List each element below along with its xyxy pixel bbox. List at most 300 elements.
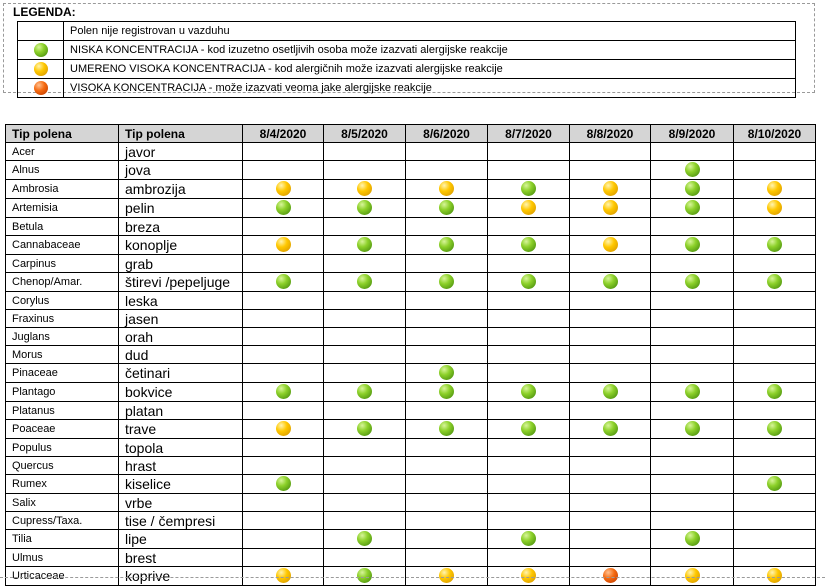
yellow-dot-icon: [521, 200, 536, 215]
concentration-cell: [570, 273, 651, 292]
concentration-cell: [734, 180, 816, 199]
concentration-cell: [734, 530, 816, 549]
green-dot-icon: [439, 365, 454, 380]
concentration-cell: [406, 549, 488, 567]
legend-row: [18, 41, 796, 60]
concentration-cell: [488, 328, 570, 346]
yellow-dot-icon: [276, 568, 291, 583]
green-dot-icon: [276, 384, 291, 399]
concentration-cell: [651, 255, 734, 273]
concentration-cell: [243, 346, 324, 364]
header-date: 8/9/2020: [651, 125, 734, 143]
concentration-cell: [406, 402, 488, 420]
table-row: [6, 457, 816, 475]
header-date: 8/10/2020: [734, 125, 816, 143]
concentration-cell: [324, 328, 406, 346]
concentration-cell: [243, 439, 324, 457]
yellow-dot-icon: [34, 62, 48, 76]
concentration-cell: [488, 439, 570, 457]
pollen-local-name: brest: [119, 549, 243, 567]
concentration-cell: [570, 364, 651, 383]
pollen-local-name: hrast: [119, 457, 243, 475]
green-dot-icon: [685, 237, 700, 252]
table-row: [6, 420, 816, 439]
concentration-cell: [406, 310, 488, 328]
bottom-divider: [0, 577, 825, 578]
concentration-cell: [651, 199, 734, 218]
concentration-cell: [243, 292, 324, 310]
concentration-cell: [570, 549, 651, 567]
concentration-cell: [406, 292, 488, 310]
header-date: 8/4/2020: [243, 125, 324, 143]
green-dot-icon: [767, 274, 782, 289]
table-row: [6, 549, 816, 567]
concentration-cell: [734, 420, 816, 439]
green-dot-icon: [521, 384, 536, 399]
concentration-cell: [406, 255, 488, 273]
concentration-cell: [406, 383, 488, 402]
pollen-local-name: platan: [119, 402, 243, 420]
pollen-local-name: breza: [119, 218, 243, 236]
legend-symbol: [18, 22, 64, 41]
concentration-cell: [488, 530, 570, 549]
header-date: 8/5/2020: [324, 125, 406, 143]
concentration-cell: [651, 439, 734, 457]
concentration-cell: [488, 457, 570, 475]
concentration-cell: [488, 199, 570, 218]
green-dot-icon: [685, 531, 700, 546]
concentration-cell: [488, 549, 570, 567]
legend-text: NISKA KONCENTRACIJA - kod izuzetno osetljivih osoba može izazvati alergijske reakcije: [64, 41, 796, 60]
concentration-cell: [488, 567, 570, 586]
table-row: [6, 273, 816, 292]
concentration-cell: [324, 402, 406, 420]
concentration-cell: [651, 567, 734, 586]
legend-row: [18, 79, 796, 98]
concentration-cell: [406, 494, 488, 512]
concentration-cell: [570, 494, 651, 512]
header-local-name: Tip polena: [119, 125, 243, 143]
header-date: 8/7/2020: [488, 125, 570, 143]
concentration-cell: [734, 364, 816, 383]
concentration-cell: [243, 236, 324, 255]
green-dot-icon: [603, 384, 618, 399]
concentration-cell: [324, 180, 406, 199]
yellow-dot-icon: [767, 181, 782, 196]
yellow-dot-icon: [767, 568, 782, 583]
pollen-local-name: ambrozija: [119, 180, 243, 199]
pollen-latin-name: Cannabaceae: [6, 236, 119, 255]
concentration-cell: [488, 494, 570, 512]
concentration-cell: [570, 161, 651, 180]
pollen-latin-name: Carpinus: [6, 255, 119, 273]
concentration-cell: [651, 364, 734, 383]
header-latin-name: Tip polena: [6, 125, 119, 143]
green-dot-icon: [439, 421, 454, 436]
concentration-cell: [570, 199, 651, 218]
pollen-latin-name: Acer: [6, 143, 119, 161]
green-dot-icon: [439, 200, 454, 215]
concentration-cell: [570, 292, 651, 310]
yellow-dot-icon: [439, 568, 454, 583]
concentration-cell: [406, 457, 488, 475]
concentration-cell: [406, 475, 488, 494]
pollen-local-name: tise / čempresi: [119, 512, 243, 530]
concentration-cell: [243, 512, 324, 530]
concentration-cell: [734, 255, 816, 273]
table-row: [6, 494, 816, 512]
concentration-cell: [488, 364, 570, 383]
green-dot-icon: [521, 421, 536, 436]
green-dot-icon: [603, 274, 618, 289]
green-dot-icon: [439, 237, 454, 252]
table-row: [6, 199, 816, 218]
pollen-local-name: koprive: [119, 567, 243, 586]
concentration-cell: [651, 549, 734, 567]
concentration-cell: [406, 180, 488, 199]
header-date: 8/6/2020: [406, 125, 488, 143]
concentration-cell: [243, 255, 324, 273]
concentration-cell: [651, 143, 734, 161]
legend-box: [3, 3, 815, 93]
pollen-latin-name: Populus: [6, 439, 119, 457]
concentration-cell: [570, 475, 651, 494]
table-row: [6, 402, 816, 420]
legend-symbol: [18, 41, 64, 60]
concentration-cell: [651, 180, 734, 199]
pollen-latin-name: Chenop/Amar.: [6, 273, 119, 292]
table-row: [6, 236, 816, 255]
concentration-cell: [243, 310, 324, 328]
concentration-cell: [651, 383, 734, 402]
concentration-cell: [488, 218, 570, 236]
yellow-dot-icon: [603, 200, 618, 215]
green-dot-icon: [767, 384, 782, 399]
table-row: [6, 255, 816, 273]
concentration-cell: [406, 420, 488, 439]
concentration-cell: [488, 346, 570, 364]
concentration-cell: [243, 273, 324, 292]
header-date: 8/8/2020: [570, 125, 651, 143]
pollen-table: [5, 124, 816, 586]
table-row: [6, 364, 816, 383]
green-dot-icon: [603, 421, 618, 436]
concentration-cell: [488, 475, 570, 494]
yellow-dot-icon: [357, 181, 372, 196]
concentration-cell: [324, 549, 406, 567]
green-dot-icon: [521, 237, 536, 252]
green-dot-icon: [357, 237, 372, 252]
yellow-dot-icon: [767, 200, 782, 215]
pollen-latin-name: Urticaceae: [6, 567, 119, 586]
concentration-cell: [324, 494, 406, 512]
green-dot-icon: [276, 274, 291, 289]
pollen-local-name: dud: [119, 346, 243, 364]
concentration-cell: [651, 310, 734, 328]
green-dot-icon: [685, 200, 700, 215]
concentration-cell: [734, 310, 816, 328]
concentration-cell: [488, 255, 570, 273]
concentration-cell: [651, 218, 734, 236]
concentration-cell: [406, 161, 488, 180]
yellow-dot-icon: [685, 568, 700, 583]
concentration-cell: [243, 457, 324, 475]
legend-text: UMERENO VISOKA KONCENTRACIJA - kod alergičnih može izazvati alergijske reakcije: [64, 60, 796, 79]
concentration-cell: [651, 161, 734, 180]
concentration-cell: [406, 143, 488, 161]
orange-dot-icon: [603, 568, 618, 583]
concentration-cell: [651, 402, 734, 420]
concentration-cell: [651, 420, 734, 439]
yellow-dot-icon: [439, 181, 454, 196]
concentration-cell: [324, 420, 406, 439]
table-row: [6, 512, 816, 530]
green-dot-icon: [357, 421, 372, 436]
pollen-local-name: orah: [119, 328, 243, 346]
pollen-latin-name: Platanus: [6, 402, 119, 420]
concentration-cell: [324, 346, 406, 364]
pollen-latin-name: Ambrosia: [6, 180, 119, 199]
concentration-cell: [734, 273, 816, 292]
concentration-cell: [324, 218, 406, 236]
concentration-cell: [734, 328, 816, 346]
table-row: [6, 475, 816, 494]
green-dot-icon: [767, 237, 782, 252]
table-row: [6, 383, 816, 402]
table-row: [6, 439, 816, 457]
concentration-cell: [243, 549, 324, 567]
concentration-cell: [651, 346, 734, 364]
orange-dot-icon: [34, 81, 48, 95]
pollen-local-name: konoplje: [119, 236, 243, 255]
concentration-cell: [488, 292, 570, 310]
green-dot-icon: [439, 274, 454, 289]
concentration-cell: [488, 180, 570, 199]
pollen-latin-name: Betula: [6, 218, 119, 236]
concentration-cell: [406, 439, 488, 457]
concentration-cell: [243, 161, 324, 180]
green-dot-icon: [276, 476, 291, 491]
concentration-cell: [488, 402, 570, 420]
concentration-cell: [570, 143, 651, 161]
concentration-cell: [243, 475, 324, 494]
green-dot-icon: [521, 181, 536, 196]
pollen-local-name: bokvice: [119, 383, 243, 402]
green-dot-icon: [34, 43, 48, 57]
legend-title: LEGENDA:: [13, 5, 76, 19]
concentration-cell: [734, 161, 816, 180]
pollen-latin-name: Salix: [6, 494, 119, 512]
green-dot-icon: [685, 274, 700, 289]
concentration-cell: [324, 310, 406, 328]
pollen-local-name: javor: [119, 143, 243, 161]
concentration-cell: [243, 402, 324, 420]
pollen-local-name: štirevi /pepeljuge: [119, 273, 243, 292]
concentration-cell: [570, 180, 651, 199]
pollen-local-name: vrbe: [119, 494, 243, 512]
concentration-cell: [243, 180, 324, 199]
legend-text: VISOKA KONCENTRACIJA - može izazvati veoma jake alergijske reakcije: [64, 79, 796, 98]
concentration-cell: [734, 567, 816, 586]
concentration-cell: [734, 512, 816, 530]
yellow-dot-icon: [276, 421, 291, 436]
table-row: [6, 180, 816, 199]
concentration-cell: [243, 567, 324, 586]
concentration-cell: [243, 530, 324, 549]
concentration-cell: [734, 199, 816, 218]
concentration-cell: [324, 512, 406, 530]
yellow-dot-icon: [603, 181, 618, 196]
concentration-cell: [243, 420, 324, 439]
concentration-cell: [488, 236, 570, 255]
pollen-latin-name: Juglans: [6, 328, 119, 346]
green-dot-icon: [521, 274, 536, 289]
table-row: [6, 218, 816, 236]
concentration-cell: [324, 475, 406, 494]
pollen-latin-name: Artemisia: [6, 199, 119, 218]
concentration-cell: [570, 328, 651, 346]
green-dot-icon: [357, 531, 372, 546]
concentration-cell: [570, 457, 651, 475]
pollen-local-name: lipe: [119, 530, 243, 549]
concentration-cell: [734, 439, 816, 457]
concentration-cell: [324, 364, 406, 383]
pollen-local-name: četinari: [119, 364, 243, 383]
concentration-cell: [243, 494, 324, 512]
concentration-cell: [324, 273, 406, 292]
table-row: [6, 310, 816, 328]
concentration-cell: [570, 567, 651, 586]
green-dot-icon: [521, 531, 536, 546]
pollen-latin-name: Quercus: [6, 457, 119, 475]
concentration-cell: [734, 383, 816, 402]
concentration-cell: [243, 364, 324, 383]
green-dot-icon: [439, 384, 454, 399]
concentration-cell: [570, 512, 651, 530]
concentration-cell: [734, 218, 816, 236]
concentration-cell: [406, 218, 488, 236]
concentration-cell: [406, 346, 488, 364]
green-dot-icon: [357, 568, 372, 583]
concentration-cell: [324, 530, 406, 549]
concentration-cell: [734, 236, 816, 255]
concentration-cell: [570, 218, 651, 236]
pollen-local-name: kiselice: [119, 475, 243, 494]
concentration-cell: [651, 292, 734, 310]
concentration-cell: [734, 457, 816, 475]
concentration-cell: [324, 236, 406, 255]
concentration-cell: [651, 512, 734, 530]
concentration-cell: [406, 512, 488, 530]
concentration-cell: [243, 199, 324, 218]
table-row: [6, 530, 816, 549]
concentration-cell: [243, 143, 324, 161]
pollen-latin-name: Alnus: [6, 161, 119, 180]
concentration-cell: [734, 292, 816, 310]
pollen-local-name: trave: [119, 420, 243, 439]
concentration-cell: [243, 328, 324, 346]
concentration-cell: [324, 292, 406, 310]
pollen-latin-name: Fraxinus: [6, 310, 119, 328]
concentration-cell: [406, 199, 488, 218]
concentration-cell: [570, 310, 651, 328]
green-dot-icon: [685, 162, 700, 177]
pollen-local-name: topola: [119, 439, 243, 457]
green-dot-icon: [357, 384, 372, 399]
pollen-latin-name: Morus: [6, 346, 119, 364]
yellow-dot-icon: [276, 237, 291, 252]
concentration-cell: [406, 236, 488, 255]
green-dot-icon: [767, 421, 782, 436]
concentration-cell: [488, 273, 570, 292]
table-row: [6, 161, 816, 180]
concentration-cell: [651, 236, 734, 255]
concentration-cell: [324, 161, 406, 180]
yellow-dot-icon: [276, 181, 291, 196]
legend-text: Polen nije registrovan u vazduhu: [64, 22, 796, 41]
legend-row: [18, 22, 796, 41]
table-row: [6, 143, 816, 161]
concentration-cell: [324, 457, 406, 475]
pollen-latin-name: Poaceae: [6, 420, 119, 439]
concentration-cell: [651, 457, 734, 475]
concentration-cell: [324, 255, 406, 273]
table-row: [6, 292, 816, 310]
pollen-latin-name: Cupress/Taxa.: [6, 512, 119, 530]
concentration-cell: [734, 494, 816, 512]
concentration-cell: [734, 475, 816, 494]
pollen-latin-name: Corylus: [6, 292, 119, 310]
concentration-cell: [570, 402, 651, 420]
concentration-cell: [324, 143, 406, 161]
legend-symbol: [18, 79, 64, 98]
concentration-cell: [734, 346, 816, 364]
concentration-cell: [488, 512, 570, 530]
concentration-cell: [488, 420, 570, 439]
yellow-dot-icon: [521, 568, 536, 583]
legend-row: [18, 60, 796, 79]
concentration-cell: [324, 383, 406, 402]
concentration-cell: [570, 530, 651, 549]
concentration-cell: [406, 273, 488, 292]
concentration-cell: [651, 494, 734, 512]
concentration-cell: [570, 236, 651, 255]
concentration-cell: [324, 567, 406, 586]
pollen-latin-name: Ulmus: [6, 549, 119, 567]
green-dot-icon: [357, 274, 372, 289]
concentration-cell: [570, 255, 651, 273]
concentration-cell: [570, 420, 651, 439]
concentration-cell: [488, 143, 570, 161]
concentration-cell: [243, 383, 324, 402]
concentration-cell: [570, 383, 651, 402]
pollen-local-name: jasen: [119, 310, 243, 328]
concentration-cell: [570, 346, 651, 364]
green-dot-icon: [276, 200, 291, 215]
concentration-cell: [734, 549, 816, 567]
header-row: [6, 125, 816, 143]
concentration-cell: [488, 383, 570, 402]
green-dot-icon: [357, 200, 372, 215]
pollen-local-name: jova: [119, 161, 243, 180]
concentration-cell: [324, 439, 406, 457]
table-row: [6, 346, 816, 364]
pollen-local-name: pelin: [119, 199, 243, 218]
concentration-cell: [488, 310, 570, 328]
concentration-cell: [651, 475, 734, 494]
concentration-cell: [406, 567, 488, 586]
table-row: [6, 567, 816, 586]
